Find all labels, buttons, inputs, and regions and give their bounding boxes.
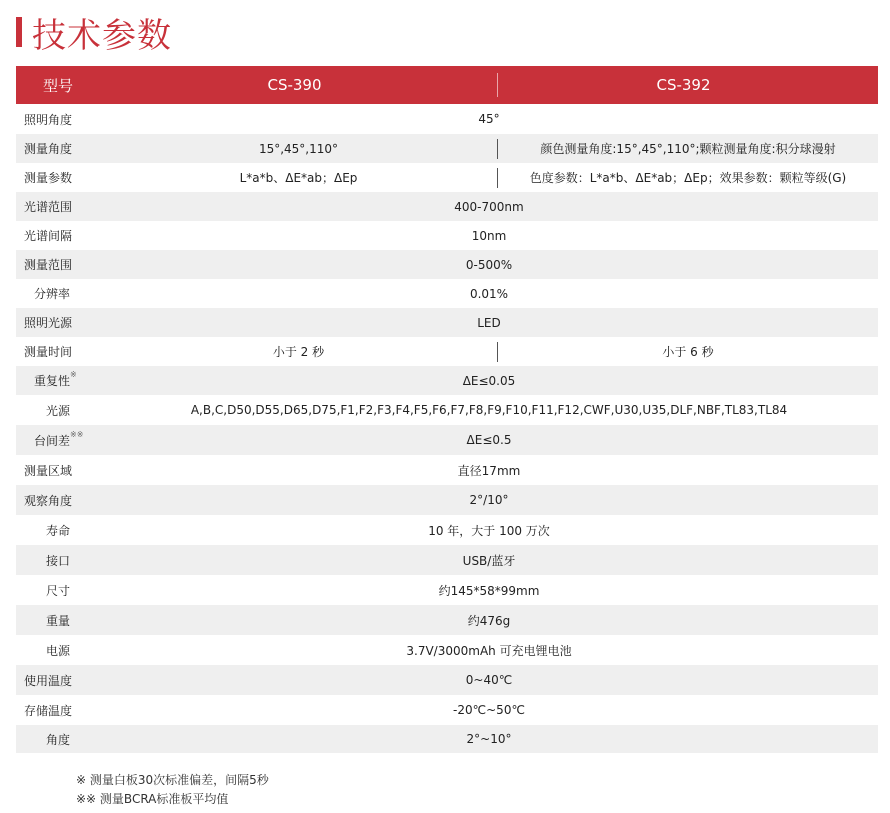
row-label: 测量时间 (24, 345, 73, 359)
row-label: 接口 (46, 553, 71, 568)
table-row (16, 395, 878, 425)
table-header (16, 66, 878, 104)
row-label: 分辨率 (34, 287, 71, 301)
row-label: 测量参数 (24, 171, 73, 185)
row-value-cs390: 15°,45°,110° (258, 141, 339, 156)
row-label: 测量角度 (24, 142, 73, 156)
row-value-cs392: 小于 6 秒 (662, 345, 714, 359)
header-model-label: 型号 (42, 76, 73, 95)
row-label-text: 台间差 (34, 433, 71, 448)
row-value: 10nm (471, 228, 507, 243)
row-value: 0-500% (465, 257, 513, 272)
row-value: 约145*58*99mm (438, 583, 540, 598)
table-row (16, 366, 878, 395)
row-value-cs392: 色度参数：L*a*b、ΔE*ab；ΔEp；效果参数：颗粒等级(G) (529, 171, 847, 185)
header-model-b: CS-392 (656, 76, 711, 94)
row-label-text: 重复性 (34, 374, 71, 388)
table-row (16, 279, 878, 308)
row-value: USB/蓝牙 (462, 553, 516, 568)
row-value: 3.7V/3000mAh 可充电锂电池 (406, 643, 572, 658)
table-row (16, 192, 878, 221)
table-row (16, 545, 878, 575)
row-value: 2°~10° (466, 732, 512, 746)
row-value: 约476g (467, 613, 511, 628)
row-value: 400-700nm (454, 199, 524, 214)
row-label: 存储温度 (24, 703, 73, 718)
row-label: 角度 (46, 732, 71, 747)
row-label: 测量范围 (24, 258, 73, 272)
row-label: 尺寸 (46, 583, 71, 598)
row-value-cs390: 小于 2 秒 (272, 345, 325, 359)
table-row (16, 455, 878, 485)
row-label: 照明光源 (24, 316, 73, 330)
page-title-text: 技术参数 (32, 15, 172, 56)
page-title (16, 12, 172, 56)
table-row (16, 337, 878, 366)
title-accent-bar (16, 17, 22, 47)
spec-table (16, 66, 878, 753)
table-row (16, 695, 878, 725)
row-label: 测量区域 (24, 463, 73, 478)
row-value: ΔE≤0.05 (462, 373, 516, 388)
row-value-cs392: 颜色测量角度:15°,45°,110°;颗粒测量角度:积分球漫射 (540, 142, 836, 156)
row-value: 0~40℃ (465, 673, 513, 687)
row-label (16, 429, 100, 449)
row-value: 45° (478, 112, 500, 126)
footnote-2: ※※ 测量BCRA标准板平均值 (76, 792, 229, 806)
footnotes (76, 771, 269, 809)
row-value: 0.01% (469, 286, 509, 301)
footnote-mark: ※ (70, 370, 77, 379)
table-row (16, 163, 878, 192)
row-value: ΔE≤0.5 (466, 433, 512, 447)
row-label: 光源 (46, 403, 71, 418)
table-row (16, 308, 878, 337)
table-row (16, 221, 878, 250)
row-value: 10 年，大于 100 万次 (428, 523, 550, 538)
table-row (16, 134, 878, 163)
row-label (16, 372, 100, 389)
row-value-cs390: L*a*b、ΔE*ab；ΔEp (239, 171, 358, 185)
header-divider (497, 73, 498, 97)
row-label: 光谱间隔 (24, 229, 73, 243)
header-model-a: CS-390 (267, 76, 322, 94)
table-row (16, 665, 878, 695)
table-row (16, 605, 878, 635)
row-value: LED (477, 315, 501, 330)
footnote-1: ※ 测量白板30次标准偏差，间隔5秒 (76, 773, 269, 787)
table-row (16, 104, 878, 134)
row-label: 重量 (46, 613, 71, 628)
table-row (16, 635, 878, 665)
table-row (16, 250, 878, 279)
row-label: 寿命 (46, 523, 71, 538)
row-label: 光谱范围 (24, 200, 73, 214)
table-row (16, 725, 878, 753)
row-value: A,B,C,D50,D55,D65,D75,F1,F2,F3,F4,F5,F6,F7,F8,F9,F10,F11,F12,CWF,U30,U35,DLF,NBF,TL83,TL84 (190, 403, 788, 417)
table-row (16, 515, 878, 545)
row-label: 使用温度 (24, 673, 73, 688)
table-row (16, 575, 878, 605)
row-label: 照明角度 (24, 112, 73, 127)
row-value: -20℃~50℃ (453, 703, 525, 717)
table-row (16, 425, 878, 455)
row-value: 直径17mm (457, 463, 521, 478)
row-label: 电源 (46, 643, 71, 658)
footnote-mark: ※※ (70, 429, 84, 439)
row-label: 观察角度 (24, 493, 73, 508)
table-row (16, 485, 878, 515)
row-value: 2°/10° (469, 493, 509, 507)
